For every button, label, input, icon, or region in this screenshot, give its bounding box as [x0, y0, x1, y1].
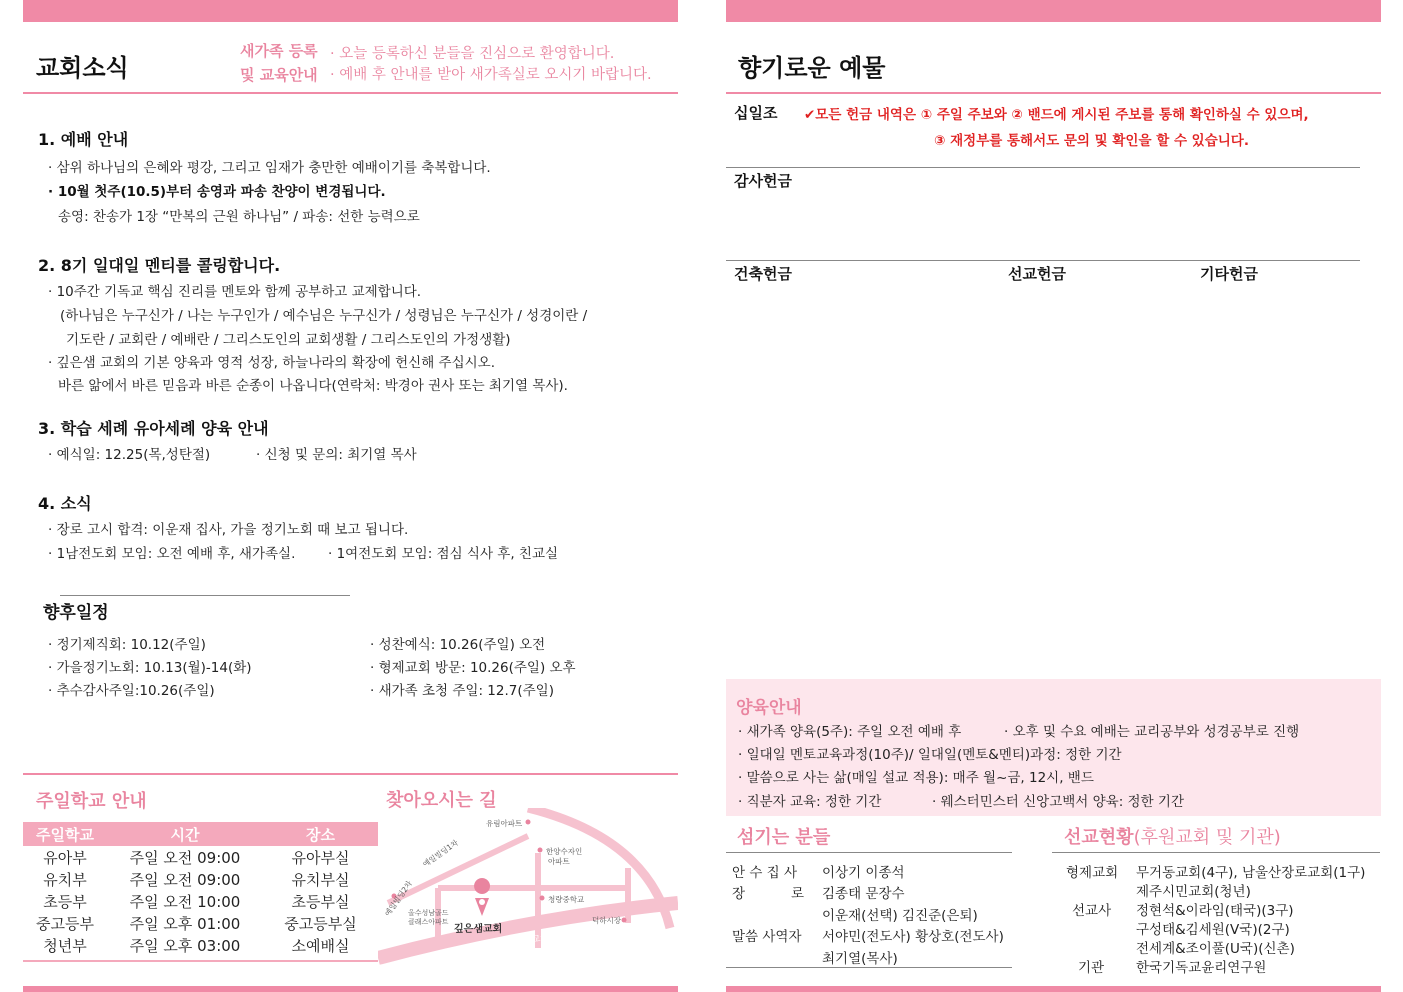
cell: 주일 오후 01:00 — [129, 914, 241, 933]
mission-names: 제주시민교회(청년) — [1136, 884, 1251, 900]
divider-building — [726, 260, 1360, 261]
header-divider-right — [726, 92, 1381, 94]
section-2-line: (하나님은 누구신가 / 나는 누구인가 / 예수님은 누구신가 / 성령님은 누구신가 / 성경이란 / — [60, 308, 588, 324]
nurture-line: · 직분자 교육: 정한 기간 — [738, 794, 882, 810]
top-bar-left — [23, 0, 678, 22]
offering-note-line-2: ③ 재정부를 통해서도 문의 및 확인을 할 수 있습니다. — [934, 133, 1249, 149]
section-2-heading: 2. 8기 일대일 멘티를 콜링합니다. — [38, 256, 281, 275]
map-label: 아파트 — [548, 857, 570, 866]
server-role: 안 수 집 사 — [732, 865, 798, 881]
server-role — [732, 882, 804, 902]
servers-divider-top — [726, 852, 1012, 853]
map-label-road: 송전교차로 — [513, 932, 559, 948]
map-label: 올수성남골드 — [408, 909, 449, 917]
table-row — [23, 912, 378, 934]
bottom-bar-right — [726, 986, 1381, 992]
schedule-heading: 향후일정 — [43, 603, 109, 623]
schedule-item: · 성찬예식: 10.26(주일) 오전 — [370, 637, 546, 653]
schedule-top-divider — [60, 595, 350, 596]
directions-map — [378, 808, 678, 968]
mission-names: 한국기독교윤리연구원 — [1136, 960, 1267, 976]
sunday-school-table — [23, 822, 378, 956]
map-label-road: 장덕삼거리 — [609, 929, 654, 943]
newcomer-line-1: · 오늘 등록하신 분들을 진심으로 환영합니다. — [330, 46, 615, 62]
table-row — [23, 890, 378, 912]
servers-divider-bottom — [726, 967, 1012, 968]
section-3-heading: 3. 학습 세례 유아세례 양육 안내 — [38, 419, 269, 438]
newcomer-line-2: · 예배 후 안내를 받아 새가족실로 오시기 바랍니다. — [330, 67, 652, 83]
section-4-line: · 1남전도회 모임: 오전 예배 후, 새가족실. — [48, 546, 296, 562]
missions-heading-sub: (후원교회 및 기관) — [1133, 827, 1281, 848]
section-2-line: · 10주간 기독교 핵심 진리를 멘토와 함께 공부하고 교제합니다. — [48, 284, 422, 300]
nurture-heading: 양육안내 — [736, 698, 802, 718]
map-label: 한양수자인 — [546, 847, 583, 856]
section-4-line: · 1여전도회 모임: 점심 식사 후, 친교실 — [328, 546, 559, 562]
server-role: 말씀 사역자 — [732, 929, 802, 945]
tithe-label: 십일조 — [734, 104, 778, 122]
cell: 주일 오후 03:00 — [129, 936, 241, 955]
section-1-line: · 10월 첫주(10.5)부터 송영과 파송 찬양이 변경됩니다. — [48, 184, 386, 200]
map-label: 클래스아파트 — [408, 918, 449, 926]
section-1-heading: 1. 예배 안내 — [38, 130, 129, 149]
divider-thanks — [726, 167, 1360, 168]
nurture-line: · 말씀으로 사는 삶(매일 설교 적용): 매주 월~금, 12시, 밴드 — [738, 770, 1094, 786]
section-1-line: · 삼위 하나님의 은혜와 평강, 그리고 임재가 충만한 예배이기를 축복합니다. — [48, 160, 491, 176]
sunday-school-bottom-divider — [23, 960, 378, 962]
table-row — [23, 934, 378, 956]
mission-role: 선교사 — [1072, 903, 1112, 919]
servers-heading: 섬기는 분들 — [737, 827, 831, 848]
map-heading: 찾아오시는 길 — [386, 790, 497, 811]
cell: 중고등부 — [36, 914, 94, 933]
map-label: 예일빌딩1차 — [421, 838, 460, 869]
mission-names: 무거동교회(4구), 남울산장로교회(1구) — [1136, 865, 1366, 881]
schedule-item: · 새가족 초청 주일: 12.7(주일) — [370, 683, 554, 699]
mission-role: 형제교회 — [1066, 865, 1119, 881]
mission-names: 전세계&조이풀(U국)(신촌) — [1136, 941, 1295, 957]
mission-names: 구성태&김세원(V국)(2구) — [1136, 922, 1290, 938]
other-offering-label: 기타헌금 — [1200, 265, 1258, 283]
thanks-offering-label: 감사헌금 — [734, 172, 792, 190]
cell: 중고등부실 — [284, 914, 357, 933]
map-label: 청량중학교 — [548, 895, 585, 904]
server-names: 이운재(선택) 김진준(은퇴) — [822, 908, 978, 924]
cell: 청년부 — [43, 936, 87, 955]
map-label: 덕하시장 — [592, 916, 621, 925]
mission-names: 정현석&이라임(태국)(3구) — [1136, 903, 1294, 919]
section-2-line: 기도란 / 교회란 / 예배란 / 그리스도인의 교회생활 / 그리스도인의 가정생활) — [66, 332, 511, 348]
nurture-line: · 웨스터민스터 신앙고백서 양육: 정한 기간 — [932, 794, 1184, 810]
cell: 유치부 — [43, 870, 87, 889]
schedule-item: · 형제교회 방문: 10.26(주일) 오후 — [370, 660, 576, 676]
table-row — [23, 846, 378, 868]
section-2-line: · 깊은샘 교회의 기본 양육과 영적 성장, 하늘나라의 확장에 헌신해 주십시오. — [48, 355, 496, 371]
missions-heading-main: 선교현황 — [1064, 827, 1134, 848]
table-row — [23, 868, 378, 890]
cell: 주일 오전 10:00 — [129, 892, 241, 911]
col-header-school: 주일학교 — [23, 822, 107, 846]
map-label: 예일빌딩2차 — [383, 879, 414, 918]
server-names: 서야민(전도사) 황상호(전도사) — [822, 929, 1004, 945]
section-4-heading: 4. 소식 — [38, 494, 92, 513]
nurture-line: · 일대일 멘토교육과정(10주)/ 일대일(멘토&멘티)과정: 정한 기간 — [738, 747, 1122, 763]
cell: 초등부실 — [291, 892, 350, 911]
section-2-line: 바른 앎에서 바른 믿음과 바른 순종이 나옵니다(연락처: 박경아 권사 또는 최기열 목사). — [58, 378, 568, 394]
server-names: 최기열(목사) — [822, 951, 898, 967]
header-divider-left — [23, 92, 678, 94]
cell: 주일 오전 09:00 — [129, 870, 241, 889]
col-header-place: 장소 — [263, 822, 378, 846]
top-bar-right — [726, 0, 1381, 22]
server-names: 이상기 이종석 — [822, 865, 905, 881]
cell: 주일 오전 09:00 — [129, 848, 241, 867]
offering-note-line-1: ✔모든 헌금 내역은 ① 주일 주보와 ② 밴드에 게시된 주보를 통해 확인하실 수 있으며, — [804, 107, 1309, 123]
cell: 유아부 — [43, 848, 87, 867]
mission-role: 기관 — [1078, 960, 1105, 976]
page-title-offering: 향기로운 예물 — [738, 54, 886, 82]
nurture-line: · 오후 및 수요 예배는 교리공부와 성경공부로 진행 — [1004, 724, 1300, 740]
server-role-char: 로 — [790, 886, 804, 902]
missions-heading — [1064, 823, 1281, 849]
cell: 초등부 — [43, 892, 87, 911]
schedule-item: · 가을정기노회: 10.13(월)-14(화) — [48, 660, 252, 676]
page-title-church-news: 교회소식 — [36, 54, 129, 82]
sunday-school-top-divider — [23, 773, 678, 775]
bottom-bar-left — [23, 986, 678, 992]
missions-divider-top — [1052, 852, 1380, 853]
map-label-church: 깊은샘교회 — [454, 924, 503, 935]
col-header-time: 시간 — [107, 822, 263, 846]
section-1-line: 송영: 찬송가 1장 “만복의 근원 하나님” / 파송: 선한 능력으로 — [58, 209, 420, 225]
cell: 유아부실 — [291, 848, 350, 867]
cell: 유치부실 — [291, 870, 350, 889]
building-offering-label: 건축헌금 — [734, 265, 792, 283]
schedule-item: · 정기제직회: 10.12(주일) — [48, 637, 206, 653]
newcomer-label-1: 새가족 등록 — [240, 42, 318, 60]
server-names: 김종태 문장수 — [822, 886, 905, 902]
newcomer-label-2: 및 교육안내 — [240, 66, 318, 84]
sunday-school-heading: 주일학교 안내 — [36, 791, 147, 812]
schedule-item: · 추수감사주일:10.26(주일) — [48, 683, 215, 699]
section-4-line: · 장로 고시 합격: 이운재 집사, 가을 정기노회 때 보고 됩니다. — [48, 522, 409, 538]
section-3-line: · 신청 및 문의: 최기열 목사 — [256, 447, 417, 463]
server-role-char: 장 — [732, 886, 746, 902]
map-label: 유림아파트 — [486, 819, 523, 828]
cell: 소예배실 — [291, 936, 350, 955]
mission-offering-label: 선교헌금 — [1008, 265, 1066, 283]
section-3-line: · 예식일: 12.25(목,성탄절) — [48, 447, 211, 463]
nurture-line: · 새가족 양육(5주): 주일 오전 예배 후 — [738, 724, 962, 740]
